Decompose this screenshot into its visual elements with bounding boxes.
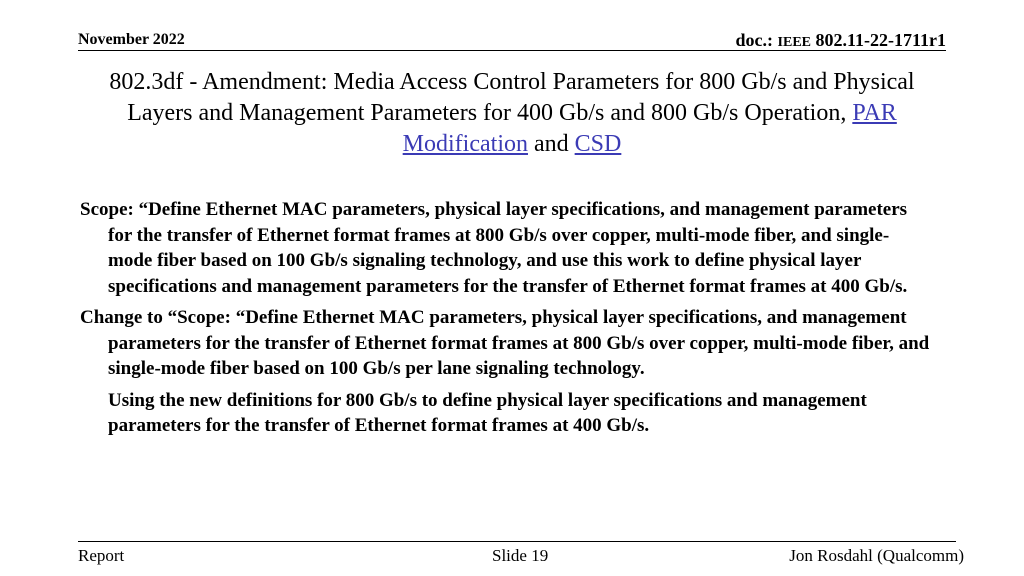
change-paragraph: Change to “Scope: “Define Ethernet MAC parameters, physical layer specifications, and management parameters for the transfer of Ethernet format frames at 800 Gb/s over copper, multi-mode fiber, and single-mode fiber based on 100 Gb/s per lane signaling technology. — [80, 307, 930, 379]
footer-author: Jon Rosdahl (Qualcomm) — [789, 546, 964, 565]
footer-left: Report — [78, 546, 125, 565]
scope-paragraph: Scope: “Define Ethernet MAC parameters, physical layer specifications, and management parameters for the transfer of Ethernet format frames at 800 Gb/s over copper, multi-mode fiber, and single-mode fiber based on 100 Gb/s signaling technology, and use this work to define physical layer specifications and management parameters for the transfer of Ethernet format frames at 400 Gb/s. — [80, 199, 908, 297]
header-rule — [78, 50, 946, 51]
title-text: 802.3df - Amendment: Media Access Control Parameters for 800 Gb/s and Physical Layers and Management Parameters for 400 Gb/s and 800 Gb/s Operation, — [109, 69, 915, 126]
slide-number: Slide 19 — [492, 546, 549, 565]
par-modification-link[interactable]: PAR Modification — [402, 100, 897, 157]
header-date: November 2022 — [78, 31, 185, 48]
using-paragraph: Using the new definitions for 800 Gb/s to define physical layer specifications and management parameters for the transfer of Ethernet format frames at 400 Gb/s. — [108, 389, 867, 436]
slide-title — [90, 67, 934, 160]
slide-body — [80, 197, 930, 445]
doc-prefix: doc.: — [735, 30, 774, 50]
doc-org: IEEE — [777, 35, 811, 50]
doc-number: 802.11-22-1711r1 — [815, 30, 946, 50]
title-conjunction: and — [533, 131, 569, 157]
header-doc-id — [736, 30, 946, 51]
footer-rule — [78, 541, 956, 542]
csd-link[interactable]: CSD — [574, 131, 622, 157]
